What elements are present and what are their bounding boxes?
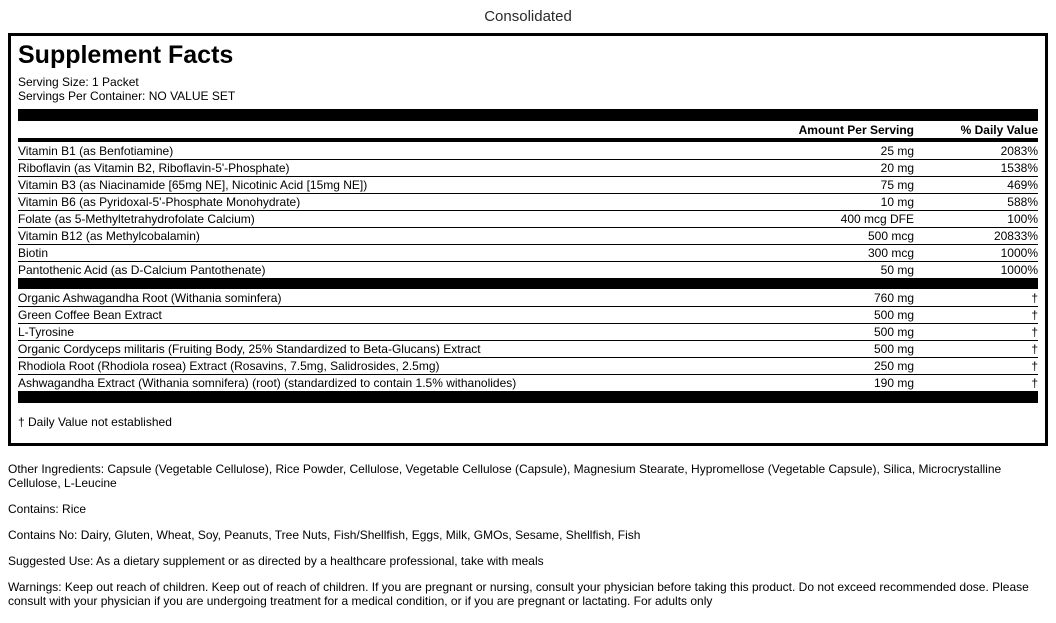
table-row [18,159,1038,176]
footer-paragraph: Other Ingredients: Capsule (Vegetable Cellulose), Rice Powder, Cellulose, Vegetable Cellulose (Capsule), Magnesium Stearate, Hypromellose (Vegetable Capsule), Silica, Microcrystalline Cellulose, L-Leucine [8,462,1002,490]
ingredient-name: Riboflavin (as Vitamin B2, Riboflavin-5'-Phosphate) [18,161,290,175]
ingredient-daily-value: † [1031,359,1038,373]
ingredient-name: Rhodiola Root (Rhodiola rosea) Extract (Rosavins, 7.5mg, Salidrosides, 2.5mg) [18,359,440,373]
table-row [18,142,1038,159]
vitamins-section-rows [18,142,1038,278]
table-row [18,357,1038,374]
ingredient-name: Biotin [18,246,49,260]
ingredient-name: Organic Ashwagandha Root (Withania sominfera) [18,290,282,305]
table-row [18,306,1038,323]
table-row [18,176,1038,193]
footer-paragraph: Contains: Rice [8,502,87,516]
table-row [18,289,1038,306]
table-row [18,340,1038,357]
ingredient-daily-value: 1538% [1000,161,1038,175]
ingredient-name: Vitamin B12 (as Methylcobalamin) [18,229,200,243]
table-header-row [18,121,1038,138]
ingredient-daily-value: 1000% [1000,263,1038,277]
facts-heading: Supplement Facts [18,41,234,69]
ingredient-name: Green Coffee Bean Extract [18,308,162,322]
ingredient-name: Vitamin B6 (as Pyridoxal-5'-Phosphate Monohydrate) [18,195,301,209]
table-row [18,323,1038,340]
ingredient-name: L-Tyrosine [18,325,75,339]
ingredient-daily-value: 2083% [1000,143,1038,158]
ingredient-amount: 760 mg [873,290,914,305]
ingredient-daily-value: 100% [1007,212,1038,226]
ingredient-amount: 10 mg [880,195,914,209]
servings-per-container-line: Servings Per Container: NO VALUE SET [18,89,236,103]
divider-bar-bottom [18,391,1038,403]
supplement-facts-panel [8,33,1048,446]
table-row [18,227,1038,244]
ingredient-name: Organic Cordyceps militaris (Fruiting Body, 25% Standardized to Beta-Glucans) Extract [18,342,481,356]
ingredient-amount: 50 mg [880,263,914,277]
table-row [18,244,1038,261]
table-row [18,210,1038,227]
ingredient-daily-value: † [1031,308,1038,322]
ingredient-daily-value: † [1031,325,1038,339]
ingredient-amount: 190 mg [873,376,914,390]
ingredient-amount: 500 mg [873,325,914,339]
serving-size-line: Serving Size: 1 Packet [18,75,139,89]
divider-bar-mid [18,278,1038,289]
botanicals-section-rows [18,289,1038,391]
column-header-daily-value: % Daily Value [960,122,1038,137]
footer-paragraph: Contains No: Dairy, Gluten, Wheat, Soy, Peanuts, Tree Nuts, Fish/Shellfish, Eggs, Milk, GMOs, Sesame, Shellfish, Fish [8,528,641,542]
ingredient-daily-value: 469% [1007,178,1038,192]
ingredient-daily-value: 1000% [1000,246,1038,260]
ingredient-amount: 300 mcg [867,246,914,260]
table-row [18,374,1038,391]
footer-paragraph: Warnings: Keep out reach of children. Keep out of reach of children. If you are pregnant or nursing, consult your physician before taking this product. Do not exceed recommended dose. Please consult with your physician if you are undergoing treatment for a medical condition, or if you are pregnant or lactating. For adults only [8,580,1029,608]
ingredient-amount: 500 mcg [867,229,914,243]
divider-bar-top [18,109,1038,121]
ingredient-name: Ashwagandha Extract (Withania somnifera) (root) (standardized to contain 1.5% withanolides) [18,376,517,390]
ingredient-daily-value: † [1031,376,1038,390]
ingredient-name: Pantothenic Acid (as D-Calcium Pantothenate) [18,263,266,277]
ingredient-name: Vitamin B3 (as Niacinamide [65mg NE], Nicotinic Acid [15mg NE]) [18,178,368,192]
ingredient-amount: 20 mg [880,161,914,175]
footer-notes [0,462,1056,608]
column-header-amount-per-serving: Amount Per Serving [798,122,914,137]
ingredient-amount: 75 mg [880,178,914,192]
ingredient-amount: 250 mg [873,359,914,373]
ingredient-amount: 500 mg [873,308,914,322]
daily-value-footnote: † Daily Value not established [18,415,172,429]
ingredient-name: Vitamin B1 (as Benfotiamine) [18,143,174,158]
ingredient-daily-value: † [1031,290,1038,305]
ingredient-amount: 500 mg [873,342,914,356]
ingredient-amount: 25 mg [880,143,914,158]
ingredient-name: Folate (as 5-Methyltetrahydrofolate Calcium) [18,212,255,226]
ingredient-amount: 400 mcg DFE [840,212,914,226]
table-row [18,261,1038,278]
ingredient-daily-value: † [1031,342,1038,356]
ingredient-daily-value: 588% [1007,195,1038,209]
page-title: Consolidated [484,8,572,25]
ingredient-daily-value: 20833% [993,229,1038,243]
footer-paragraph: Suggested Use: As a dietary supplement or as directed by a healthcare professional, take with meals [8,554,544,568]
table-row [18,193,1038,210]
